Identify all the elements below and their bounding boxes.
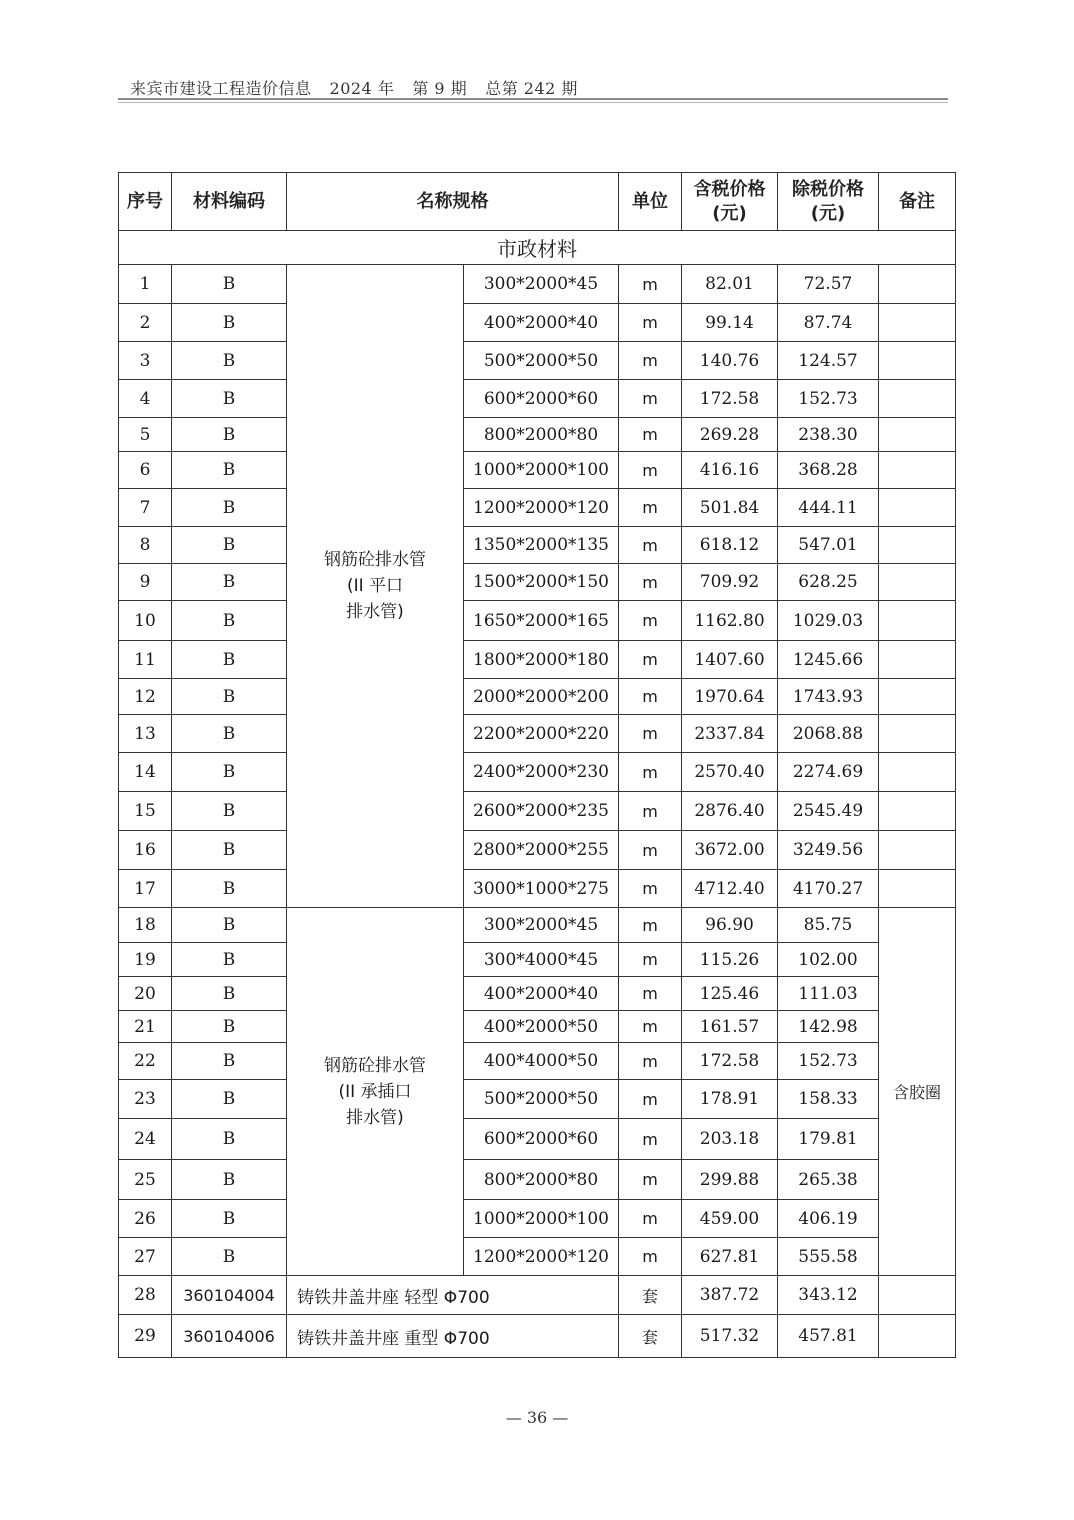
row-price-notax: 1029.03: [778, 601, 879, 641]
row-seq: 24: [119, 1119, 172, 1160]
col-header-price-notax: 除税价格 (元): [778, 173, 879, 231]
row-unit: m: [619, 1160, 682, 1200]
row-note: [879, 792, 956, 831]
row-unit: m: [619, 1119, 682, 1160]
table-row: [119, 977, 956, 1011]
row-price-notax: 547.01: [778, 527, 879, 564]
row-unit: m: [619, 753, 682, 792]
row-code: B: [172, 564, 287, 601]
row-price-notax: 85.75: [778, 908, 879, 943]
row-price-tax: 501.84: [682, 489, 778, 527]
table-row: [119, 1080, 956, 1119]
row-note: [879, 342, 956, 380]
row-price-tax: 618.12: [682, 527, 778, 564]
row-price-notax: 152.73: [778, 1043, 879, 1080]
row-price-notax: 158.33: [778, 1080, 879, 1119]
row-seq: 11: [119, 641, 172, 679]
row-price-tax: 459.00: [682, 1200, 778, 1238]
row-price-tax: 709.92: [682, 564, 778, 601]
row-price-tax: 99.14: [682, 304, 778, 342]
table-row: [119, 1315, 956, 1358]
row-spec: 300*2000*45: [464, 908, 619, 943]
row-code: 360104004: [172, 1276, 287, 1315]
row-code: B: [172, 641, 287, 679]
col-header-name: 名称规格: [287, 173, 619, 231]
header-year: 2024 年: [329, 79, 395, 98]
table-row: [119, 641, 956, 679]
row-price-notax: 4170.27: [778, 870, 879, 908]
row-spec: 400*2000*40: [464, 304, 619, 342]
row-price-tax: 1970.64: [682, 679, 778, 715]
row-spec: 1200*2000*120: [464, 1238, 619, 1276]
row-code: B: [172, 1011, 287, 1043]
price-table: [118, 172, 956, 1358]
table-row: [119, 452, 956, 489]
row-spec: 2400*2000*230: [464, 753, 619, 792]
row-code: B: [172, 870, 287, 908]
row-code: B: [172, 489, 287, 527]
row-price-tax: 517.32: [682, 1315, 778, 1358]
row-unit: m: [619, 792, 682, 831]
row-spec: 1350*2000*135: [464, 527, 619, 564]
row-seq: 10: [119, 601, 172, 641]
row-code: B: [172, 1200, 287, 1238]
row-seq: 29: [119, 1315, 172, 1358]
row-spec: 400*4000*50: [464, 1043, 619, 1080]
row-code: B: [172, 1238, 287, 1276]
row-note: [879, 753, 956, 792]
row-seq: 4: [119, 380, 172, 418]
row-seq: 26: [119, 1200, 172, 1238]
row-code: B: [172, 753, 287, 792]
row-spec: 1650*2000*165: [464, 601, 619, 641]
col-header-price-tax: 含税价格 (元): [682, 173, 778, 231]
table-row: [119, 342, 956, 380]
row-price-notax: 142.98: [778, 1011, 879, 1043]
table-header-row: [119, 173, 956, 231]
row-price-notax: 124.57: [778, 342, 879, 380]
row-spec: 1500*2000*150: [464, 564, 619, 601]
row-unit: m: [619, 1080, 682, 1119]
row-unit: m: [619, 1043, 682, 1080]
row-price-tax: 82.01: [682, 265, 778, 304]
row-seq: 27: [119, 1238, 172, 1276]
row-seq: 22: [119, 1043, 172, 1080]
row-price-tax: 3672.00: [682, 831, 778, 870]
row-spec: 铸铁井盖井座 重型 Φ700: [287, 1315, 619, 1358]
header-rule-thin: [118, 102, 948, 103]
row-price-tax: 178.91: [682, 1080, 778, 1119]
row-price-tax: 161.57: [682, 1011, 778, 1043]
row-spec: 1000*2000*100: [464, 452, 619, 489]
row-group-name: 钢筋砼排水管 (II 平口 排水管): [287, 265, 464, 908]
row-price-notax: 406.19: [778, 1200, 879, 1238]
row-unit: m: [619, 342, 682, 380]
table-row: [119, 679, 956, 715]
col-header-note: 备注: [879, 173, 956, 231]
row-unit: m: [619, 870, 682, 908]
table-row: [119, 527, 956, 564]
row-code: B: [172, 792, 287, 831]
table-row: [119, 908, 956, 943]
row-price-notax: 238.30: [778, 418, 879, 452]
row-note: [879, 564, 956, 601]
row-code: B: [172, 527, 287, 564]
row-spec: 800*2000*80: [464, 418, 619, 452]
table-row: [119, 489, 956, 527]
table-row: [119, 601, 956, 641]
row-note: [879, 679, 956, 715]
row-unit: m: [619, 908, 682, 943]
header-issue: 第 9 期: [412, 79, 468, 98]
row-spec: 2800*2000*255: [464, 831, 619, 870]
table-row: [119, 753, 956, 792]
page-number: — 36 —: [505, 1408, 569, 1427]
row-seq: 7: [119, 489, 172, 527]
col-header-unit: 单位: [619, 173, 682, 231]
row-price-notax: 3249.56: [778, 831, 879, 870]
row-seq: 20: [119, 977, 172, 1011]
row-unit: m: [619, 1200, 682, 1238]
row-note: [879, 831, 956, 870]
row-price-notax: 368.28: [778, 452, 879, 489]
row-price-notax: 2274.69: [778, 753, 879, 792]
row-price-tax: 203.18: [682, 1119, 778, 1160]
table-row: [119, 1043, 956, 1080]
row-price-tax: 172.58: [682, 1043, 778, 1080]
row-price-tax: 387.72: [682, 1276, 778, 1315]
row-seq: 2: [119, 304, 172, 342]
row-price-notax: 1743.93: [778, 679, 879, 715]
row-price-notax: 152.73: [778, 380, 879, 418]
row-code: B: [172, 715, 287, 753]
table-row: [119, 792, 956, 831]
row-code: B: [172, 977, 287, 1011]
row-price-notax: 2068.88: [778, 715, 879, 753]
row-spec: 600*2000*60: [464, 380, 619, 418]
col-header-code: 材料编码: [172, 173, 287, 231]
row-unit: m: [619, 977, 682, 1011]
row-spec: 300*4000*45: [464, 943, 619, 977]
row-price-tax: 2876.40: [682, 792, 778, 831]
row-spec: 3000*1000*275: [464, 870, 619, 908]
row-code: B: [172, 452, 287, 489]
row-unit: m: [619, 831, 682, 870]
table-row: [119, 265, 956, 304]
row-seq: 14: [119, 753, 172, 792]
row-spec: 400*2000*40: [464, 977, 619, 1011]
table-row: [119, 1238, 956, 1276]
row-seq: 21: [119, 1011, 172, 1043]
row-seq: 23: [119, 1080, 172, 1119]
row-code: B: [172, 1080, 287, 1119]
row-seq: 5: [119, 418, 172, 452]
row-spec: 2000*2000*200: [464, 679, 619, 715]
section-row: [119, 231, 956, 265]
row-code: B: [172, 1160, 287, 1200]
row-price-notax: 179.81: [778, 1119, 879, 1160]
row-price-tax: 96.90: [682, 908, 778, 943]
row-seq: 28: [119, 1276, 172, 1315]
row-spec: 1000*2000*100: [464, 1200, 619, 1238]
row-code: B: [172, 601, 287, 641]
row-seq: 15: [119, 792, 172, 831]
row-seq: 1: [119, 265, 172, 304]
row-unit: m: [619, 1238, 682, 1276]
row-seq: 25: [119, 1160, 172, 1200]
row-unit: m: [619, 380, 682, 418]
row-unit: m: [619, 943, 682, 977]
row-unit: m: [619, 489, 682, 527]
header-rule: [118, 98, 948, 100]
row-spec: 2600*2000*235: [464, 792, 619, 831]
row-note: [879, 527, 956, 564]
row-code: B: [172, 418, 287, 452]
row-seq: 17: [119, 870, 172, 908]
row-price-notax: 444.11: [778, 489, 879, 527]
row-code: B: [172, 1043, 287, 1080]
header-total-issue: 总第 242 期: [485, 79, 578, 98]
row-unit: m: [619, 418, 682, 452]
row-seq: 3: [119, 342, 172, 380]
row-price-notax: 555.58: [778, 1238, 879, 1276]
row-code: B: [172, 831, 287, 870]
table-row: [119, 1160, 956, 1200]
row-unit: m: [619, 452, 682, 489]
row-unit: 套: [619, 1315, 682, 1358]
row-seq: 8: [119, 527, 172, 564]
row-unit: m: [619, 527, 682, 564]
row-note: 含胶圈: [879, 908, 956, 1276]
row-unit: m: [619, 679, 682, 715]
row-price-tax: 2337.84: [682, 715, 778, 753]
row-unit: m: [619, 715, 682, 753]
row-unit: m: [619, 265, 682, 304]
row-unit: 套: [619, 1276, 682, 1315]
row-note: [879, 304, 956, 342]
row-price-tax: 1162.80: [682, 601, 778, 641]
row-spec: 800*2000*80: [464, 1160, 619, 1200]
row-note: [879, 489, 956, 527]
row-price-tax: 627.81: [682, 1238, 778, 1276]
row-price-tax: 416.16: [682, 452, 778, 489]
row-code: B: [172, 908, 287, 943]
table-row: [119, 564, 956, 601]
table-row: [119, 380, 956, 418]
row-seq: 16: [119, 831, 172, 870]
row-price-notax: 2545.49: [778, 792, 879, 831]
row-spec: 500*2000*50: [464, 1080, 619, 1119]
row-spec: 铸铁井盖井座 轻型 Φ700: [287, 1276, 619, 1315]
row-unit: m: [619, 564, 682, 601]
row-price-tax: 140.76: [682, 342, 778, 380]
row-note: [879, 715, 956, 753]
row-price-tax: 115.26: [682, 943, 778, 977]
row-note: [879, 870, 956, 908]
row-spec: 2200*2000*220: [464, 715, 619, 753]
row-spec: 400*2000*50: [464, 1011, 619, 1043]
row-price-tax: 172.58: [682, 380, 778, 418]
col-header-seq: 序号: [119, 173, 172, 231]
row-code: B: [172, 265, 287, 304]
row-spec: 1800*2000*180: [464, 641, 619, 679]
row-seq: 18: [119, 908, 172, 943]
row-code: B: [172, 1119, 287, 1160]
row-seq: 12: [119, 679, 172, 715]
row-price-notax: 111.03: [778, 977, 879, 1011]
row-note: [879, 601, 956, 641]
row-seq: 19: [119, 943, 172, 977]
table-row: [119, 831, 956, 870]
row-note: [879, 1315, 956, 1358]
publication-title: 来宾市建设工程造价信息: [130, 79, 312, 98]
table-row: [119, 1276, 956, 1315]
row-price-notax: 72.57: [778, 265, 879, 304]
row-price-notax: 628.25: [778, 564, 879, 601]
row-spec: 500*2000*50: [464, 342, 619, 380]
page-header: [130, 76, 596, 99]
row-note: [879, 1276, 956, 1315]
row-price-tax: 4712.40: [682, 870, 778, 908]
table-row: [119, 1011, 956, 1043]
row-price-notax: 1245.66: [778, 641, 879, 679]
row-price-notax: 265.38: [778, 1160, 879, 1200]
row-code: B: [172, 342, 287, 380]
table-row: [119, 418, 956, 452]
row-price-notax: 87.74: [778, 304, 879, 342]
section-title: 市政材料: [119, 231, 956, 265]
row-spec: 1200*2000*120: [464, 489, 619, 527]
row-price-notax: 343.12: [778, 1276, 879, 1315]
table-row: [119, 870, 956, 908]
row-note: [879, 418, 956, 452]
row-seq: 6: [119, 452, 172, 489]
row-unit: m: [619, 1011, 682, 1043]
table-row: [119, 1200, 956, 1238]
row-price-tax: 125.46: [682, 977, 778, 1011]
row-code: 360104006: [172, 1315, 287, 1358]
row-note: [879, 452, 956, 489]
row-group-name: 钢筋砼排水管 (II 承插口 排水管): [287, 908, 464, 1276]
table-row: [119, 304, 956, 342]
row-note: [879, 641, 956, 679]
row-seq: 13: [119, 715, 172, 753]
row-code: B: [172, 304, 287, 342]
row-spec: 600*2000*60: [464, 1119, 619, 1160]
row-price-tax: 299.88: [682, 1160, 778, 1200]
row-note: [879, 380, 956, 418]
table-row: [119, 943, 956, 977]
row-spec: 300*2000*45: [464, 265, 619, 304]
row-price-notax: 102.00: [778, 943, 879, 977]
row-code: B: [172, 943, 287, 977]
row-price-tax: 2570.40: [682, 753, 778, 792]
row-unit: m: [619, 601, 682, 641]
row-note: [879, 265, 956, 304]
row-unit: m: [619, 641, 682, 679]
row-price-notax: 457.81: [778, 1315, 879, 1358]
row-seq: 9: [119, 564, 172, 601]
row-unit: m: [619, 304, 682, 342]
row-price-tax: 269.28: [682, 418, 778, 452]
row-code: B: [172, 679, 287, 715]
row-price-tax: 1407.60: [682, 641, 778, 679]
row-code: B: [172, 380, 287, 418]
table-row: [119, 715, 956, 753]
table-row: [119, 1119, 956, 1160]
